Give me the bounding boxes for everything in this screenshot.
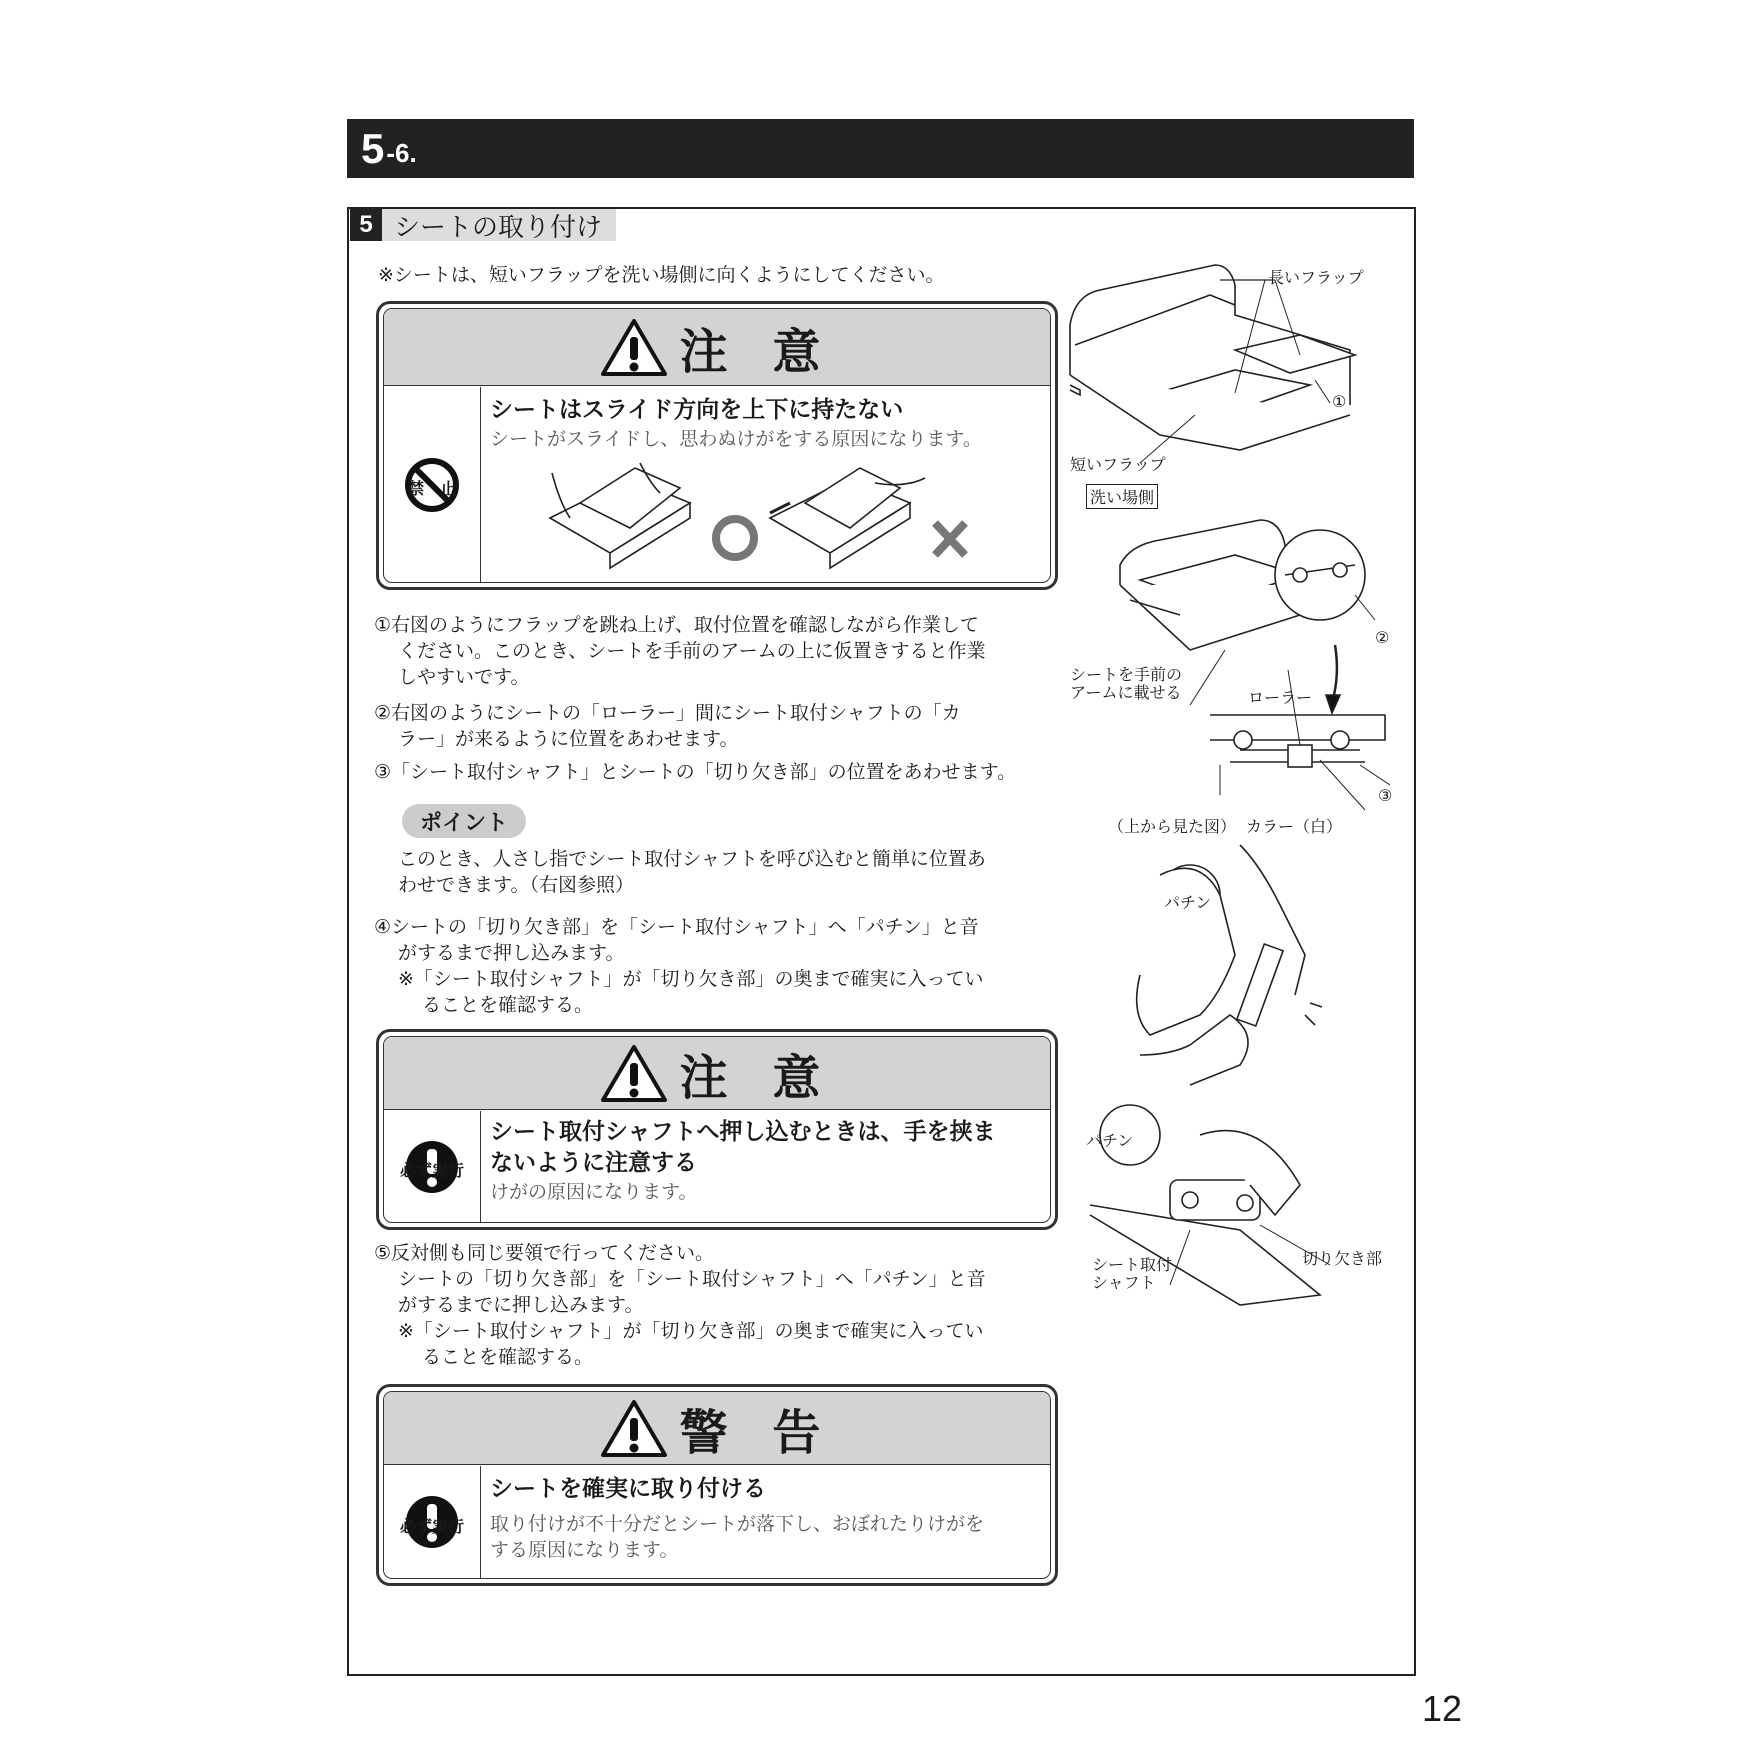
- step-5-line-5: ることを確認する。: [422, 1346, 594, 1368]
- step-2: [374, 700, 1054, 752]
- point-badge: ポイント: [402, 804, 526, 838]
- warning-body: [490, 1466, 1042, 1578]
- shaft-line-2: シャフト: [1092, 1273, 1156, 1292]
- warning-triangle-icon: [600, 1043, 668, 1103]
- warning-box: [376, 1384, 1058, 1586]
- point-text: [374, 846, 1054, 898]
- section-number: 5: [350, 209, 382, 241]
- step-3-line-1: ③「シート取付シャフト」とシートの「切り欠き部」の位置をあわせます。: [374, 761, 1017, 783]
- notch-label: 切り欠き部: [1302, 1249, 1383, 1268]
- prohibit-label: 禁 止: [407, 479, 456, 498]
- page-number: 12: [1422, 1688, 1463, 1729]
- ok-circle-icon: [716, 519, 754, 557]
- step-1-line-1: ①右図のようにフラップを跳ね上げ、取付位置を確認しながら作業して: [374, 614, 979, 636]
- long-flap-label: 長いフラップ: [1268, 268, 1364, 287]
- caution-2-header: [384, 1037, 1050, 1110]
- top-view-label: （上から見た図）: [1108, 817, 1237, 836]
- step-5-line-4: ※「シート取付シャフト」が「切り欠き部」の奥まで確実に入ってい: [398, 1320, 984, 1342]
- wash-side-label: 洗い場側: [1086, 484, 1158, 509]
- step-3: [374, 759, 1054, 785]
- warning-heading: シートを確実に取り付ける: [490, 1476, 766, 1502]
- caution-2-text: けがの原因になります。: [490, 1181, 698, 1203]
- step-4: [374, 914, 1054, 1018]
- caution-text: シートがスライドし、思わぬけがをする原因になります。: [490, 428, 982, 450]
- step-1: [374, 612, 1054, 690]
- caution-2-body: [490, 1111, 1042, 1222]
- arm-place-line-1: シートを手前の: [1070, 665, 1183, 684]
- section-heading: シートの取り付け: [382, 209, 616, 241]
- chapter-subnumber: -6.: [386, 138, 417, 168]
- step-5: [374, 1240, 1054, 1370]
- arm-place-line-2: アームに載せる: [1070, 683, 1182, 702]
- step-1-line-3: しやすいです。: [398, 666, 530, 688]
- mandatory-label-2: 必ず実行: [399, 1516, 464, 1536]
- prohibit-panel: [384, 387, 481, 582]
- caution-heading: シートはスライド方向を上下に持たない: [490, 397, 904, 423]
- caution-2-heading-2: ないように注意する: [490, 1150, 697, 1176]
- caution-2-title: 注 意: [679, 1049, 835, 1106]
- chapter-number: 5: [361, 124, 385, 172]
- mandatory-label: 必ず実行: [399, 1161, 464, 1180]
- step-4-line-1: ④シートの「切り欠き部」を「シート取付シャフト」へ「パチン」と音: [374, 916, 979, 938]
- caution-header: [384, 309, 1050, 386]
- point-line-2: わせできます。（右図参照）: [398, 874, 634, 896]
- caution-box-1: [376, 301, 1058, 590]
- shaft-line-1: シート取付: [1092, 1255, 1173, 1274]
- point-line-1: このとき、人さし指でシート取付シャフトを呼び込むと簡単に位置あ: [398, 848, 986, 870]
- installation-figures: [1060, 255, 1393, 1315]
- section-title: [350, 209, 616, 241]
- chapter-header: [347, 119, 1414, 178]
- warning-text-1: 取り付けが不十分だとシートが落下し、おぼれたりけがを: [490, 1513, 985, 1535]
- mandatory-panel: [384, 1111, 481, 1222]
- step-4-line-2: がするまで押し込みます。: [398, 942, 625, 964]
- pachin-label-1: パチン: [1164, 893, 1212, 912]
- caution-2-heading-1: シート取付シャフトへ押し込むときは、手を挟ま: [490, 1119, 996, 1145]
- pachin-label-2: パチン: [1086, 1131, 1134, 1150]
- short-flap-label: 短いフラップ: [1070, 455, 1166, 474]
- warning-header: [384, 1392, 1050, 1465]
- circle-2-label: ②: [1375, 628, 1390, 647]
- roller-label: ローラー: [1248, 688, 1313, 707]
- step-4-line-3: ※「シート取付シャフト」が「切り欠き部」の奥まで確実に入ってい: [398, 968, 984, 990]
- sheet-holding-illustration: [540, 458, 980, 576]
- caution-title: 注 意: [679, 323, 835, 380]
- shaft-label: [1092, 1256, 1172, 1292]
- step-5-line-1: ⑤反対側も同じ要領で行ってください。: [374, 1242, 715, 1264]
- step-5-line-2: シートの「切り欠き部」を「シート取付シャフト」へ「パチン」と音: [398, 1268, 986, 1290]
- intro-note: ※シートは、短いフラップを洗い場側に向くようにしてください。: [378, 264, 945, 286]
- caution-body: [490, 387, 1042, 582]
- warning-title: 警 告: [679, 1404, 835, 1461]
- warning-triangle-icon: [600, 1398, 668, 1458]
- mandatory-panel-2: [384, 1466, 481, 1578]
- collar-label: カラー（白）: [1246, 817, 1343, 836]
- step-4-line-4: ることを確認する。: [422, 994, 594, 1016]
- warning-text-2: する原因になります。: [490, 1539, 679, 1561]
- circle-1-label: ①: [1332, 392, 1347, 411]
- caution-box-2: [376, 1029, 1058, 1230]
- step-1-line-2: ください。このとき、シートを手前のアームの上に仮置きすると作業: [398, 640, 986, 662]
- arm-place-label: [1070, 666, 1182, 702]
- ng-cross-icon: [935, 523, 965, 555]
- circle-3-label: ③: [1378, 786, 1393, 805]
- step-2-line-1: ②右図のようにシートの「ローラー」間にシート取付シャフトの「カ: [374, 702, 961, 724]
- warning-triangle-icon: [600, 317, 668, 377]
- step-5-line-3: がするまでに押し込みます。: [398, 1294, 644, 1316]
- step-2-line-2: ラー」が来るように位置をあわせます。: [398, 728, 739, 750]
